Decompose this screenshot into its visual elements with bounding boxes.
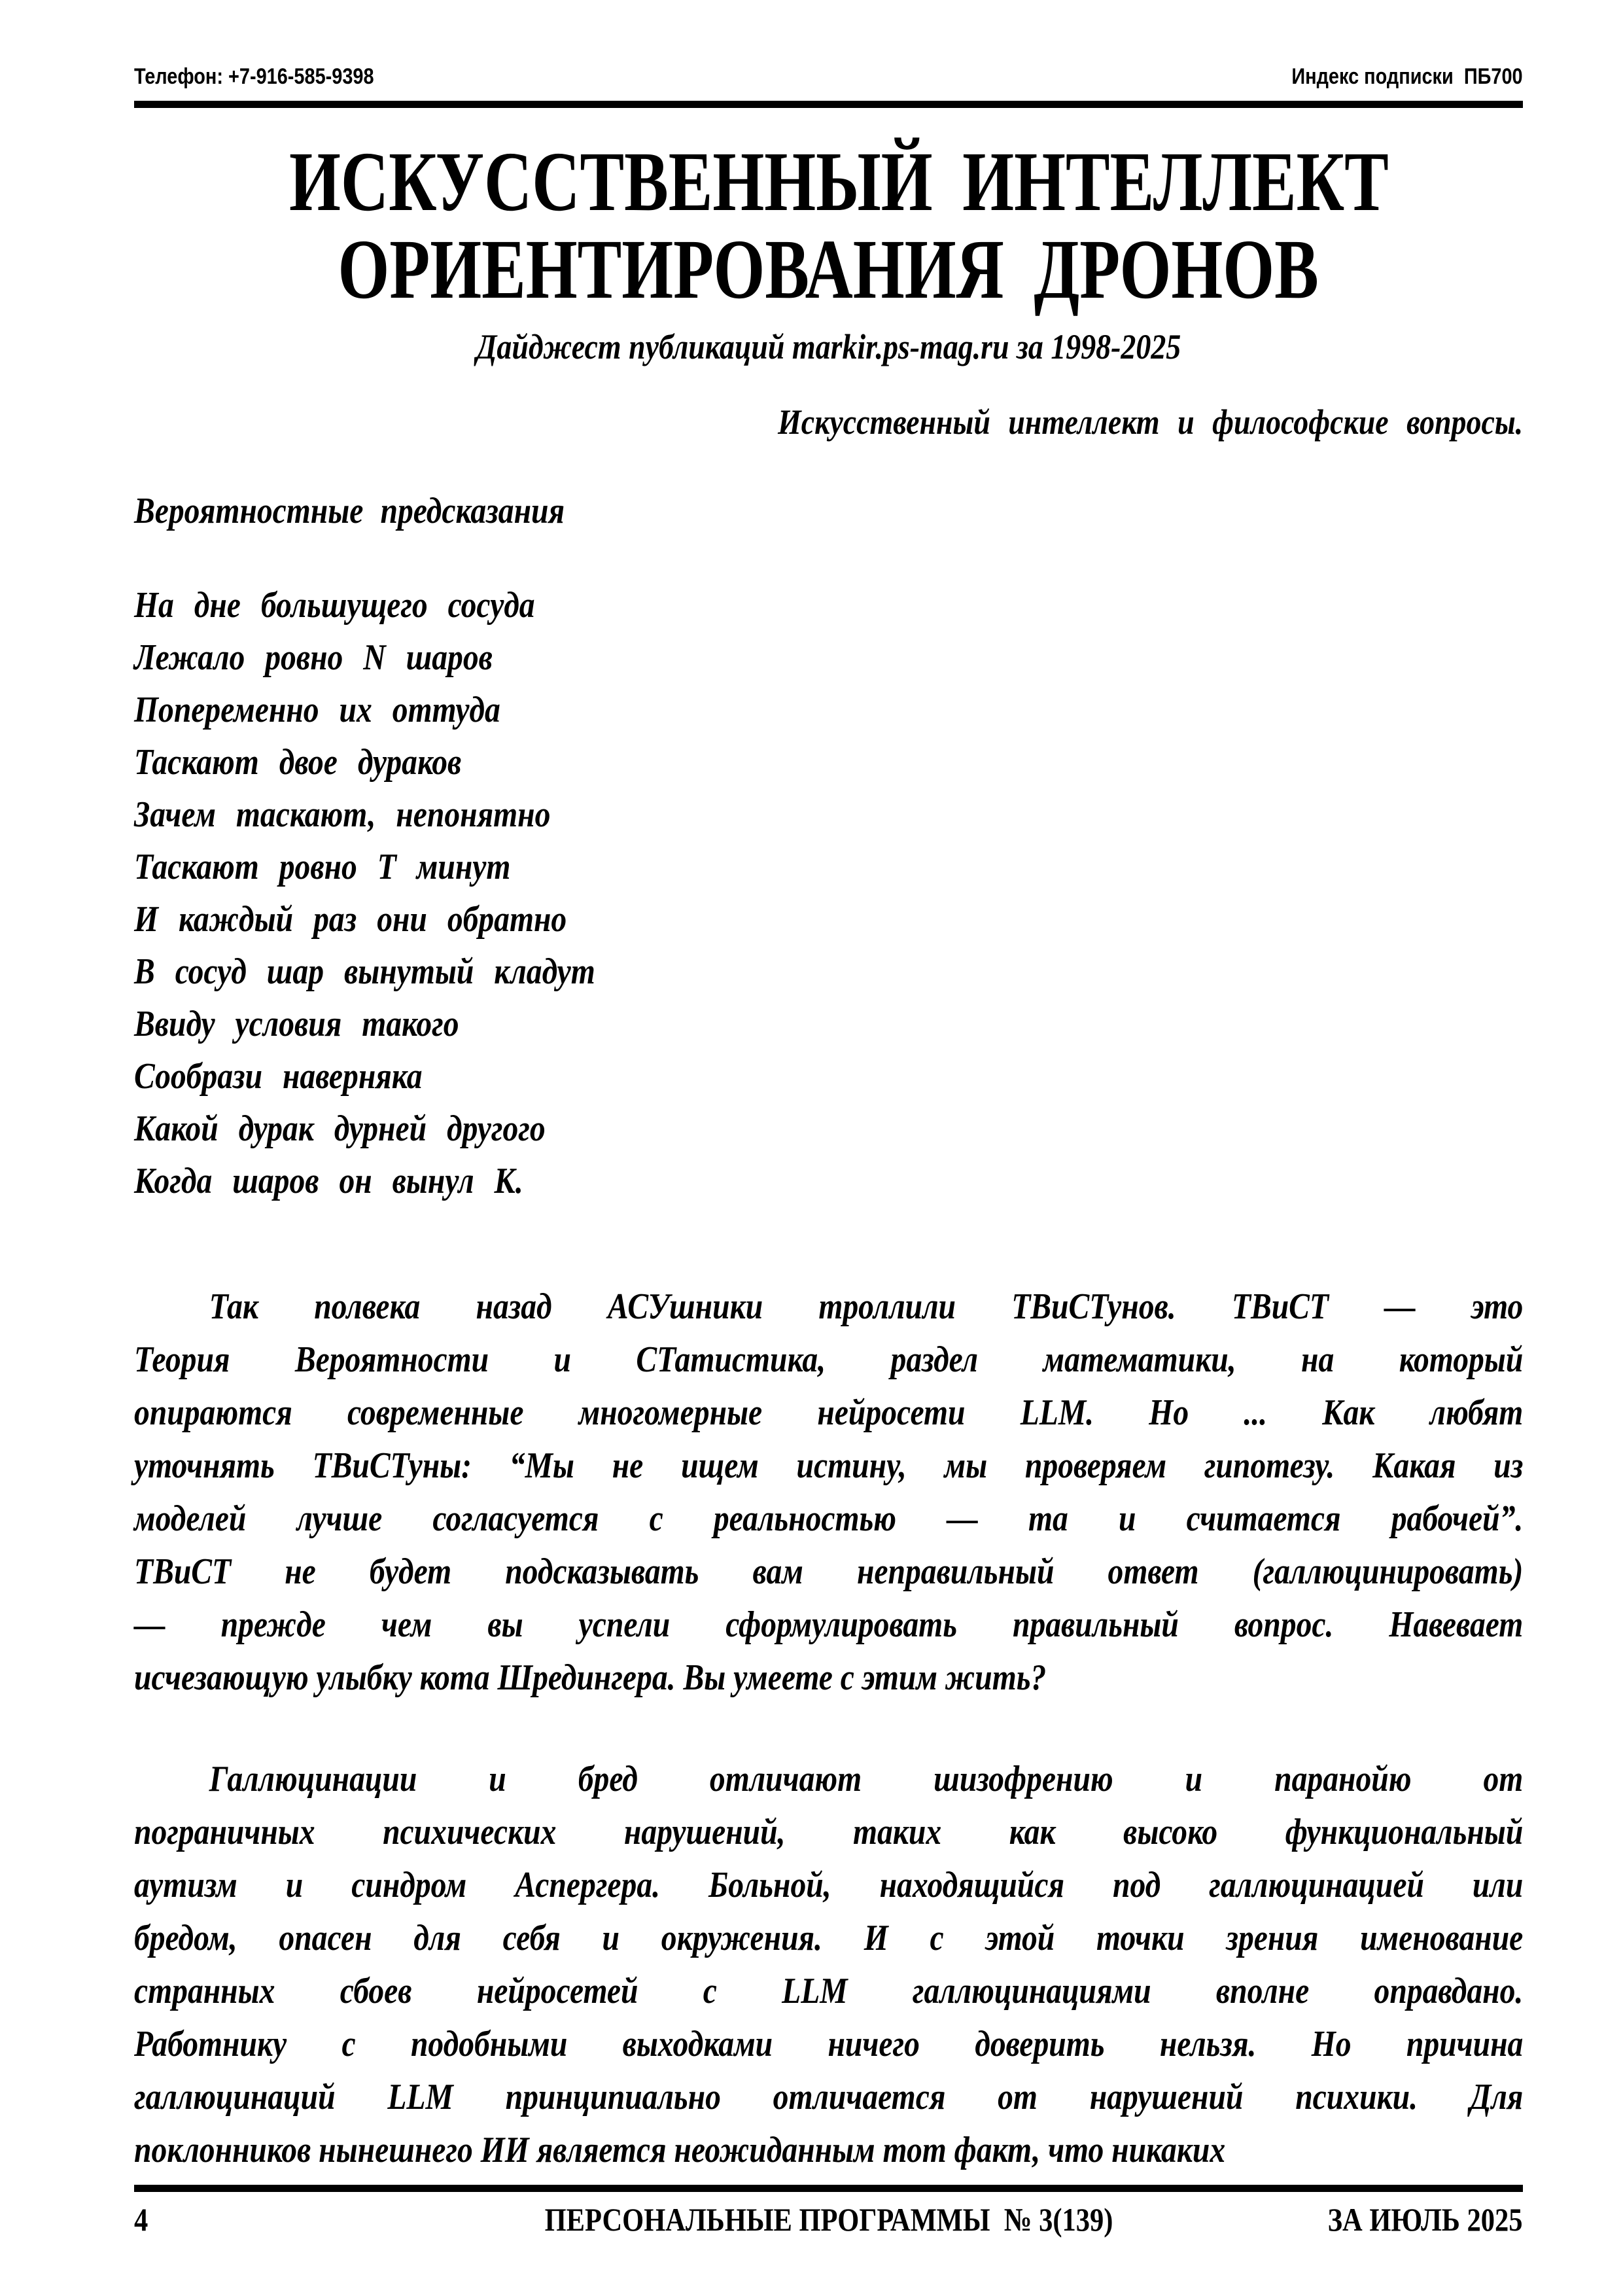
section-heading-text: Вероятностные предсказания xyxy=(134,491,565,531)
paragraph-1-line-4: уточнять ТВиСТуны: “Мы не ищем истину, мы проверяем гипотезу. Какая из xyxy=(134,1445,1524,1486)
paragraph-1-line-6: ТВиСТ не будет подсказывать вам неправильный ответ (галлюцинировать) xyxy=(134,1551,1524,1592)
footer-issue-date: ЗА ИЮЛЬ 2025 xyxy=(1328,2201,1523,2238)
header-subscription-index: Индекс подписки ПБ700 xyxy=(1291,64,1523,89)
paragraph-1-line-1: Так полвека назад АСУшники троллили ТВиСТунов. ТВиСТ — это xyxy=(209,1286,1524,1327)
masthead-subtitle-text: Дайджест публикаций markir.ps-mag.ru за 1998-2025 xyxy=(476,327,1181,366)
section-heading xyxy=(134,490,1523,532)
paragraph-2-line-4: бредом, опасен для себя и окружения. И с этой точки зрения именование xyxy=(134,1918,1524,1958)
poem-line-9: Ввиду условия такого xyxy=(134,1004,459,1044)
paragraph-2-line-8: поклонников нынешнего ИИ является неожиданным тот факт, что никаких xyxy=(134,2130,1226,2170)
footer-page-number: 4 xyxy=(134,2201,148,2238)
poem-line-6: Таскают ровно Т минут xyxy=(134,847,511,887)
paragraph-2-line-2: пограничных психических нарушений, таких как высоко функциональный xyxy=(134,1812,1524,1852)
page-title-line-1: ИСКУССТВЕННЫЙ ИНТЕЛЛЕКТ xyxy=(289,135,1389,229)
paragraph-2-line-7: галлюцинаций LLM принципиально отличается от нарушений психики. Для xyxy=(134,2077,1524,2117)
paragraph-2-line-3: аутизм и синдром Аспергера. Больной, находящийся под галлюцинацией или xyxy=(134,1865,1524,1905)
footer-divider xyxy=(134,2185,1523,2192)
paragraph-2 xyxy=(134,1753,1523,2177)
poem xyxy=(134,579,1523,1207)
paragraph-2-line-6: Работнику с подобными выходками ничего доверить нельзя. Но причина xyxy=(134,2024,1524,2064)
paragraph-1 xyxy=(134,1280,1523,1704)
header-phone: Телефон: +7-916-585-9398 xyxy=(134,64,374,89)
paragraph-1-line-7: — прежде чем вы успели сформулировать правильный вопрос. Навевает xyxy=(134,1604,1524,1645)
poem-line-8: В сосуд шар вынутый кладут xyxy=(134,951,595,992)
poem-line-4: Таскают двое дураков xyxy=(134,742,462,783)
article-kicker xyxy=(134,401,1523,443)
poem-line-5: Зачем таскают, непонятно xyxy=(134,794,551,835)
poem-line-11: Какой дурак дурней другого xyxy=(134,1108,546,1149)
footer-journal-title: ПЕРСОНАЛЬНЫЕ ПРОГРАММЫ № 3(139) xyxy=(544,2201,1113,2238)
poem-line-12: Когда шаров он вынул К. xyxy=(134,1161,523,1201)
paragraph-1-line-8: исчезающую улыбку кота Шредингера. Вы умеете с этим жить? xyxy=(134,1657,1047,1698)
page-footer xyxy=(134,2201,1523,2238)
poem-line-3: Попеременно их оттуда xyxy=(134,690,500,730)
header-divider xyxy=(134,101,1523,108)
poem-line-1: На дне большущего сосуда xyxy=(134,585,535,626)
page-title-row-1 xyxy=(134,135,1523,229)
paragraph-2-line-1: Галлюцинации и бред отличают шизофрению и паранойю от xyxy=(209,1759,1524,1799)
poem-line-7: И каждый раз они обратно xyxy=(134,899,567,940)
masthead-subtitle xyxy=(134,327,1523,367)
page-header xyxy=(134,0,1523,90)
paragraph-2-line-5: странных сбоев нейросетей с LLM галлюцинациями вполне оправдано. xyxy=(134,1971,1524,2011)
page-title xyxy=(134,135,1523,317)
page-title-line-2: ОРИЕНТИРОВАНИЯ ДРОНОВ xyxy=(338,222,1319,317)
paragraph-1-line-5: моделей лучше согласуется с реальностью — та и считается рабочей”. xyxy=(134,1498,1524,1539)
article-kicker-text: Искусственный интеллект и философские вопросы. xyxy=(777,402,1523,442)
paragraph-1-line-2: Теория Вероятности и СТатистика, раздел математики, на который xyxy=(134,1339,1524,1380)
poem-line-10: Сообрази наверняка xyxy=(134,1056,423,1097)
page-title-row-2 xyxy=(134,222,1523,317)
poem-line-2: Лежало ровно N шаров xyxy=(134,637,493,678)
paragraph-1-line-3: опираются современные многомерные нейросети LLM. Но ... Как любят xyxy=(134,1392,1524,1433)
